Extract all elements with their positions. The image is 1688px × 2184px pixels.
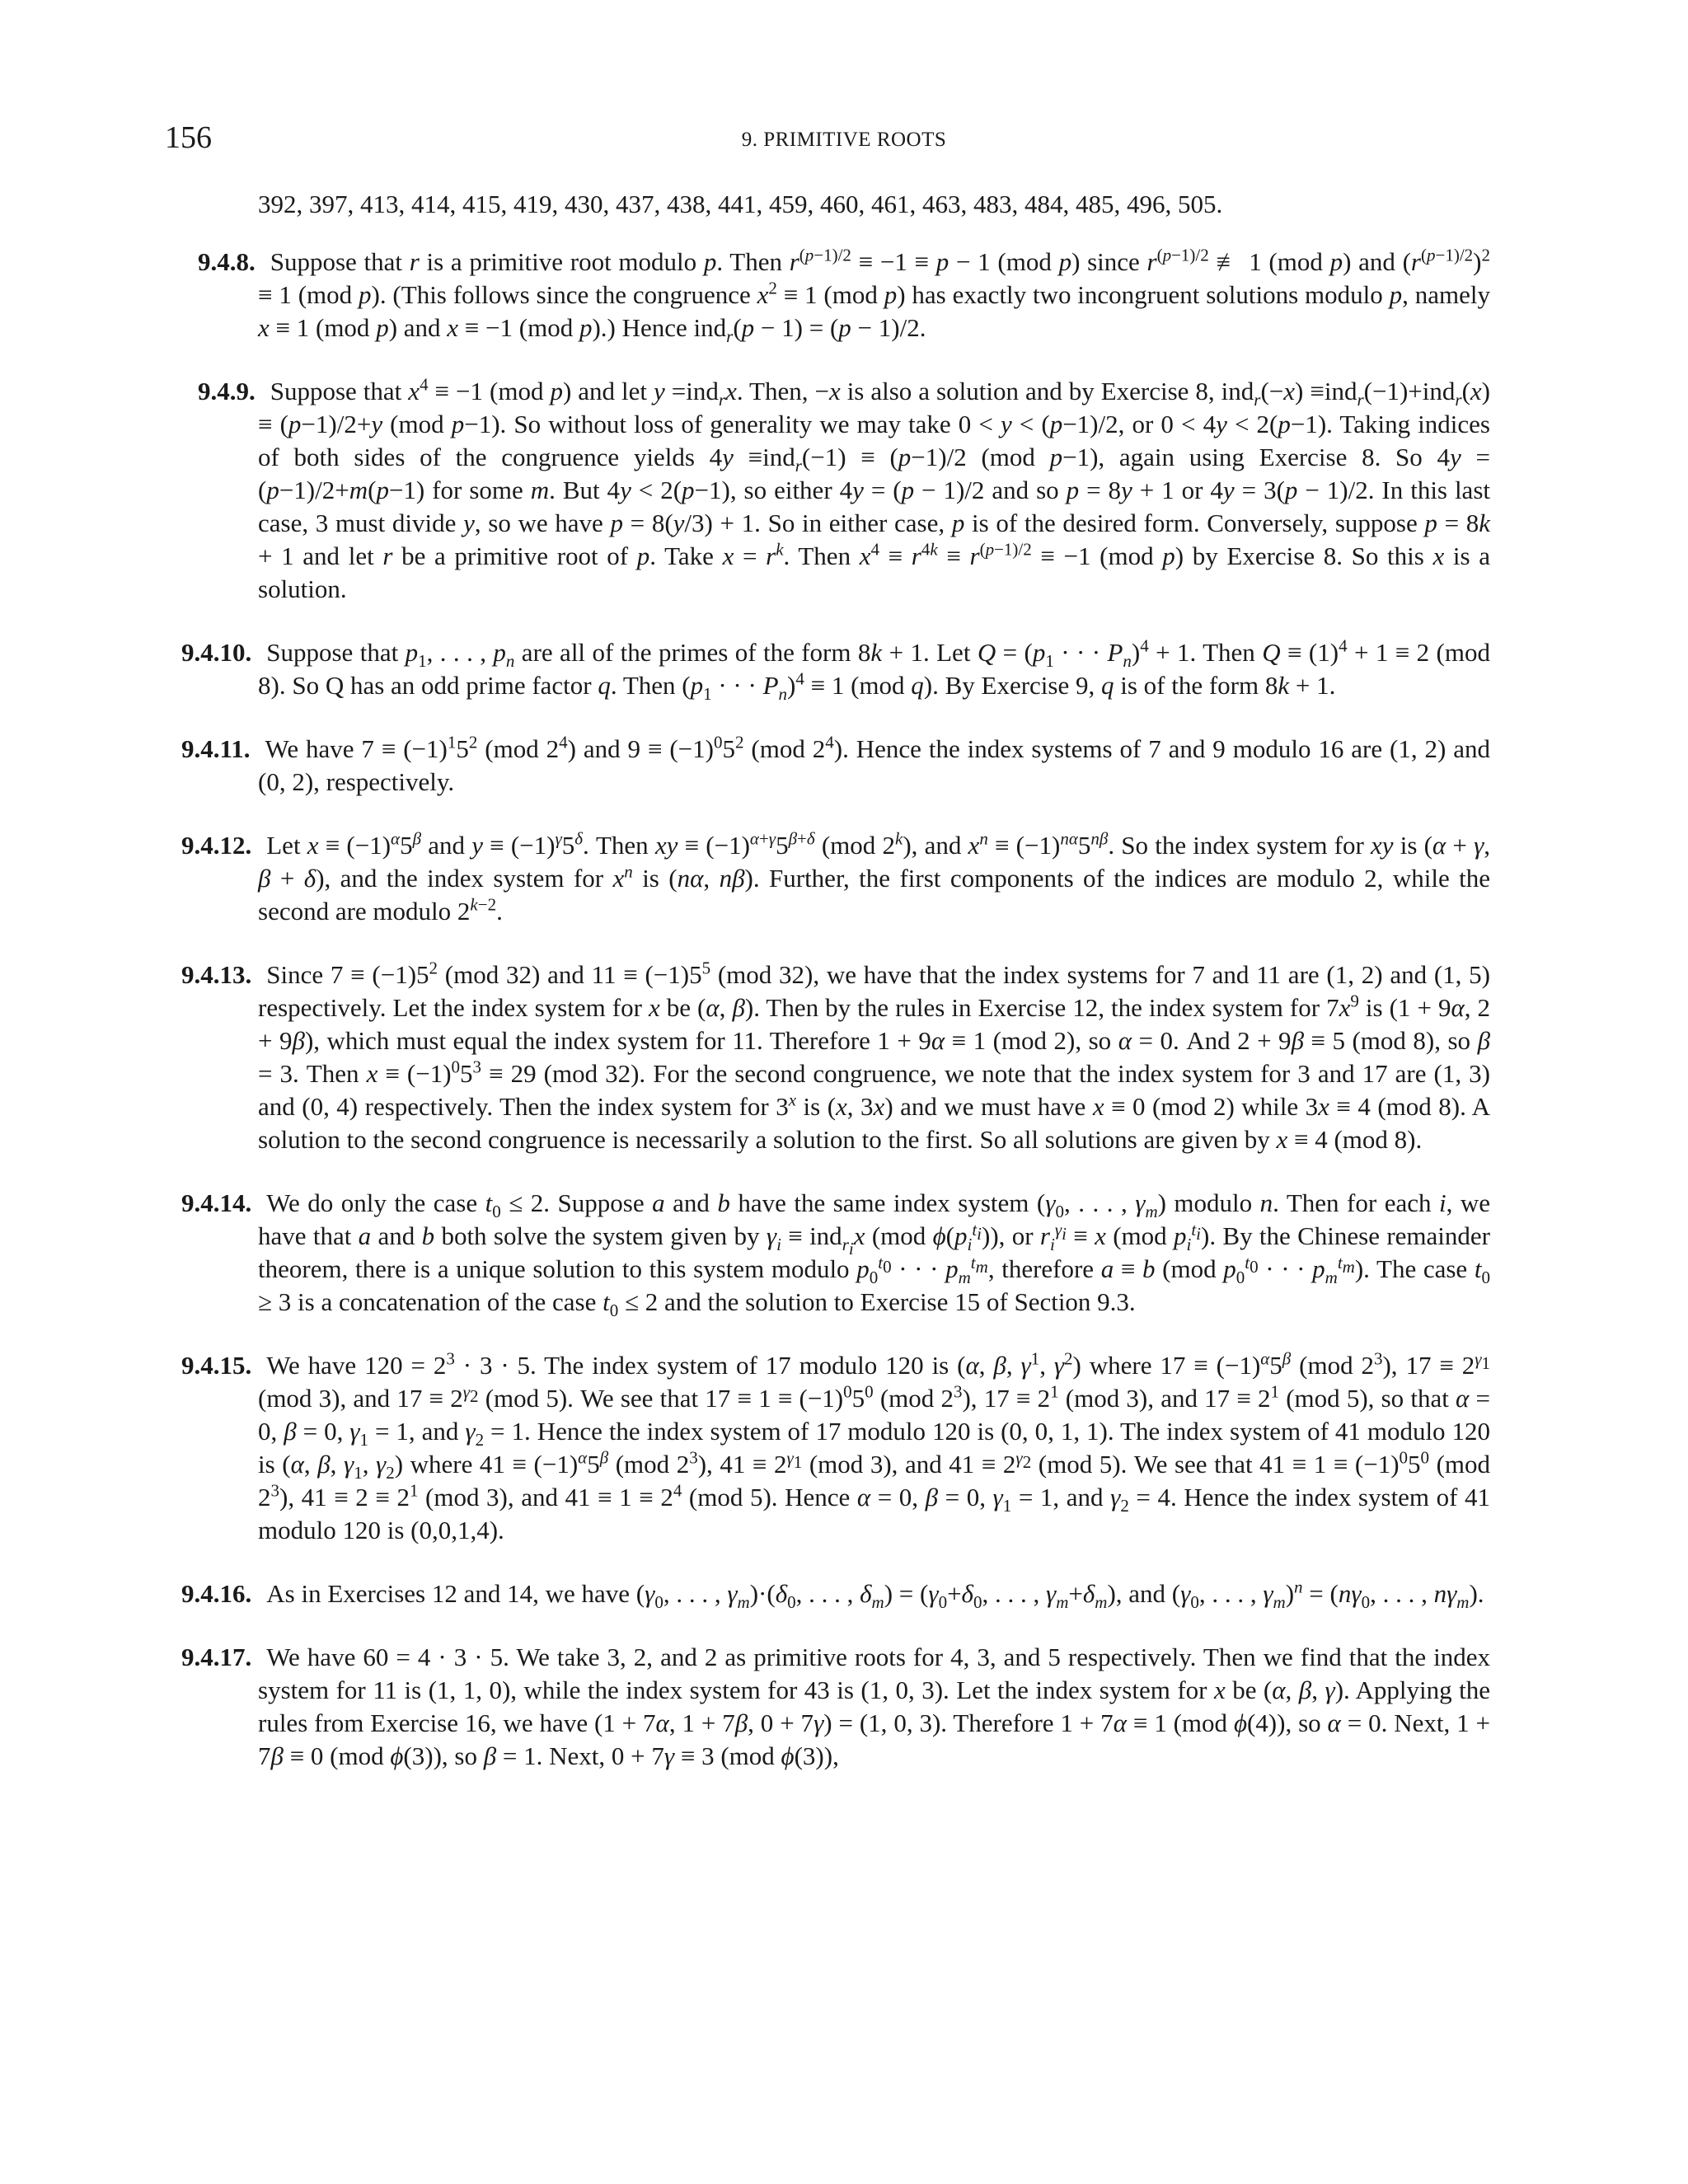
solution-9-4-17: 9.4.17. We have 60 = 4 · 3 · 5. We take 3, 2, and 2 as primitive roots for 4, 3, and 5 respectively. Then we find that the index system for 11 is (1, 1, 0), while the index system for 43 is (1, 0, 3). Let the index system for x be (α, β, γ). Applying the rules from Exercise 16, we have (1 + 7α, 1 + 7β, 0 + 7γ) = (1, 0, 3). Therefore 1 + 7α ≡ 1 (mod ϕ(4)), so α = 0. Next, 1 + 7β ≡ 0 (mod ϕ(3)), so β = 1. Next, 0 + 7γ ≡ 3 (mod ϕ(3)), (181, 1643, 1490, 1770)
exercise-number: 9.4.17. (181, 1643, 252, 1671)
exercise-number: 9.4.9. (198, 377, 256, 405)
solution-9-4-15: 9.4.15. We have $120 = 2^3 \cdot 3 \cdot 5$. The index system of 17 modulo 120 is (α, β, $\gamma^1$, $\gamma^2$) where $17 \equiv (-1)^\alpha 5^\beta$ (mod $2^3$), $17 \equiv 2^{\gamma_1}$ (mod 3), and $17 \equiv 2^{\gamma_2}$ (mod 5). We see that $17 \equiv 1 \equiv (-1)^05^0$ (mod $2^3$), $17 \equiv 2^1$ (mod 3), and $17 \equiv 2^1$ (mod 5), so that α = 0, β = 0, $\gamma_1 = 1$, and $\gamma_2 = 1$. Hence the index system of 17 modulo 120 is (0, 0, 1, 1). The index system of 41 modulo 120 is (α, β, $\gamma_1$, $\gamma_2$) where $41 \equiv (-1)^\alpha 5^\beta$ (mod $2^3$), $41 \equiv 2^{\gamma_1}$ (mod 3), and $41 \equiv 2^{\gamma_2}$ (mod 5). We see that $41 \equiv 1 \equiv (-1)^05^0$ (mod $2^3$), $41 \equiv 2 \equiv 2^1$ (mod 3), and $41 \equiv 1 \equiv 2^4$ (mod 5). Hence α = 0, β = 0, $\gamma_1 = 1$, and $\gamma_2 = 4$. Hence the index system of 41 modulo 120 is (0,0,1,4). (181, 1348, 1491, 1544)
exercise-number: 9.4.14. (181, 1188, 252, 1217)
exercise-number: 9.4.15. (181, 1351, 252, 1380)
solution-9-4-9: 9.4.9. Suppose that $x^4 \equiv -1$ (mod p) and let y =ind$_r$x. Then, −x is also a solution and by Exercise 8, ind$_r$(−x) ≡ind$_r$(−1)+ind$_r$(x) ≡ (p−1)/2+y (mod p−1). So without loss of generality we may take 0 < y < (p−1)/2, or 0 < 4y < 2(p−1). Taking indices of both sides of the congruence yields 4y ≡ind$_r$(−1) ≡ (p−1)/2 (mod p−1), again using Exercise 8. So 4y = (p−1)/2+m(p−1) for some m. But 4y < 2(p−1), so either 4y = (p − 1)/2 and so p = 8y + 1 or 4y = 3(p − 1)/2. In this last case, 3 must divide y, so we have p = 8(y/3) + 1. So in either case, p is of the desired form. Conversely, suppose p = 8k + 1 and let r be a primitive root of p. Take $x = r^k$. Then $x^4 \equiv r^{4k} \equiv r^{(p-1)/2} \equiv -1$ (mod p) by Exercise 8. So this x is a solution. (198, 374, 1491, 603)
exercise-number: 9.4.10. (181, 638, 252, 667)
exercise-number: 9.4.13. (181, 960, 252, 989)
exercise-number: 9.4.16. (181, 1579, 252, 1608)
exercise-number: 9.4.8. (198, 247, 256, 276)
page-number: 156 (165, 120, 212, 155)
solution-9-4-8: 9.4.8. Suppose that r is a primitive root modulo p. Then $r^{(p-1)/2} \equiv -1 \equiv p - 1$ (mod p) since $r^{(p-1)/2}$ ≢ 1 (mod p) and $(r^{(p-1)/2})^2 \equiv 1$ (mod p). (This follows since the congruence $x^2 \equiv 1$ (mod p) has exactly two incongruent solutions modulo p, namely x ≡ 1 (mod p) and x ≡ −1 (mod p).) Hence ind$_r$(p − 1) = (p − 1)/2. (198, 245, 1490, 347)
solution-9-4-14: 9.4.14. We do only the case $t_0 \le 2$. Suppose a and b have the same index system ($\gamma_0$, . . . , $\gamma_m$) modulo n. Then for each i, we have that a and b both solve the system given by $\gamma_i \equiv ind_{r_i}x$ (mod $\phi(p_i^{t_i})$), or $r_i^{\gamma_i} \equiv x$ (mod $p_i^{t_i}$). By the Chinese remainder theorem, there is a unique solution to this system modulo $p_0^{t_0}$ · · · $p_m^{t_m}$, therefore a ≡ b (mod $p_0^{t_0}$ · · · $p_m^{t_m}$). The case $t_0 \ge 3$ is a concatenation of the case $t_0 \le 2$ and the solution to Exercise 15 of Section 9.3. (181, 1188, 1491, 1321)
solution-9-4-12: 9.4.12. Let $x \equiv (-1)^\alpha 5^\beta$ and $y \equiv (-1)^\gamma 5^\delta$. Then xy ≡ $(-1)^{\alpha+\gamma}5^{\beta+\delta}$ (mod 2$^k$), and $x^n \equiv (-1)^{n\alpha}5^{n\beta}$. So the index system for xy is (α + γ, β + δ), and the index system for $x^n$ is (nα, nβ). Further, the first components of the indices are modulo 2, while the second are modulo $2^{k-2}$. (181, 828, 1491, 926)
solution-9-4-11: 9.4.11. We have $7 \equiv (-1)^15^2$ (mod $2^4$) and $9 \equiv (-1)^05^2$ (mod $2^4$). Hence the index systems of 7 and 9 modulo 16 are (1, 2) and (0, 2), respectively. (181, 732, 1491, 796)
solutions-body (181, 188, 1490, 1803)
solution-9-4-16: 9.4.16. As in Exercises 12 and 14, we have ($\gamma_0$, . . . , $\gamma_m)\cdot(\delta_0$, . . . , $\delta_m) = (\gamma_0+\delta_0$, . . . , $\gamma_m+\delta_m$), and ($\gamma_0$, . . . , $\gamma_m)^n = (n\gamma_0$, . . . , $n\gamma_m$). (181, 1577, 1484, 1613)
solution-9-4-13: 9.4.13. Since $7 \equiv (-1)5^2$ (mod 32) and $11 \equiv (-1)5^5$ (mod 32), we have that the index systems for 7 and 11 are (1, 2) and (1, 5) respectively. Let the index system for x be (α, β). Then by the rules in Exercise 12, the index system for $7x^9$ is (1 + 9α, 2 + 9β), which must equal the index system for 11. Therefore 1 + 9α ≡ 1 (mod 2), so α = 0. And 2 + 9β ≡ 5 (mod 8), so β = 3. Then $x \equiv (-1)^05^3 \equiv 29$ (mod 32). For the second congruence, we note that the index system for 3 and 17 are (1, 3) and (0, 4) respectively. Then the index system for 3$^x$ is (x, 3x) and we must have x ≡ 0 (mod 2) while 3x ≡ 4 (mod 8). A solution to the second congruence is necessarily a solution to the first. So all solutions are given by x ≡ 4 (mod 8). (181, 958, 1491, 1154)
exercise-number: 9.4.12. (181, 831, 252, 860)
running-head: 9. PRIMITIVE ROOTS (741, 129, 947, 151)
exercise-number: 9.4.11. (181, 734, 251, 763)
continuation-line: 392, 397, 413, 414, 415, 419, 430, 437, 438, 441, 459, 460, 461, 463, 483, 484, 485, 496, 505. (258, 190, 1223, 218)
solution-9-4-10: 9.4.10. Suppose that $p_1$, . . . , $p_n$ are all of the primes of the form 8k + 1. Let $Q = (p_1$ · · · $P_n)^4 + 1$. Then $Q \equiv (1)^4 + 1 \equiv 2$ (mod 8). So Q has an odd prime factor q. Then ($p_1$ · · · $P_n)^4 \equiv 1$ (mod q). By Exercise 9, q is of the form 8k + 1. (181, 635, 1490, 705)
